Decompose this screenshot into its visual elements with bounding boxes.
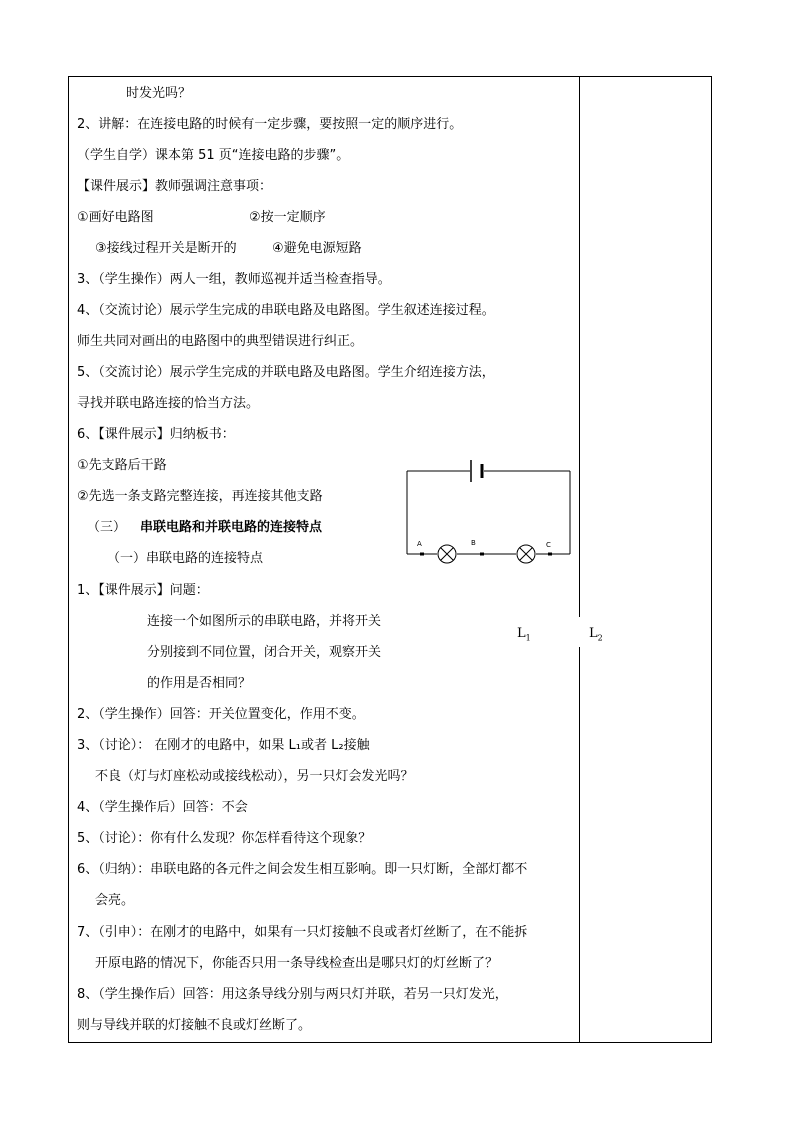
text-line: ①画好电路图 — [77, 210, 154, 225]
text-line: 6、（归纳）：串联电路的各元件之间会发生相互影响。即一只灯断，全部灯都不 — [77, 862, 528, 877]
section-heading: 串联电路和并联电路的连接特点 — [140, 520, 323, 535]
text-line: 2、（学生操作）回答：开关位置变化，作用不变。 — [77, 707, 365, 722]
text-line: ①先支路后干路 — [77, 458, 167, 473]
text-line: 2、讲解：在连接电路的时候有一定步骤，要按照一定的顺序进行。 — [77, 117, 463, 132]
border-gap — [577, 617, 583, 647]
text-line: ④避免电源短路 — [272, 241, 362, 256]
text-line: 1、【课件展示】问题： — [77, 583, 209, 598]
series-circuit-diagram — [400, 455, 580, 570]
text-line: 不良（灯与灯座松动或接线松动），另一只灯会发光吗？ — [95, 769, 414, 784]
point-a-marker — [420, 553, 424, 556]
text-line: 会亮。 — [95, 893, 135, 908]
text-line: 8、（学生操作后）回答：用这条导线分别与两只灯并联，若另一只灯发光， — [77, 987, 508, 1002]
text-line: 的作用是否相同？ — [147, 676, 252, 691]
text-line: 则与导线并联的灯接触不良或灯丝断了。 — [77, 1018, 312, 1033]
battery-symbol — [471, 460, 482, 482]
text-line: 连接一个如图所示的串联电路，并将开关 — [147, 614, 382, 629]
lamp-2-label: $L_2$ — [589, 626, 603, 643]
text-line: 5、（交流讨论）展示学生完成的并联电路及电路图。学生介绍连接方法， — [77, 365, 495, 380]
point-a-label: A — [417, 540, 422, 548]
text-line: 4、（学生操作后）回答：不会 — [77, 800, 248, 815]
lamp-2-symbol — [517, 545, 535, 563]
text-line: ②按一定顺序 — [249, 210, 326, 225]
point-b-marker — [480, 553, 484, 556]
lamp-1-label: $L_1$ — [517, 626, 531, 643]
section-number: （三） — [87, 520, 127, 535]
text-line: 开原电路的情况下，你能否只用一条导线检查出是哪只灯的灯丝断了？ — [95, 956, 499, 971]
text-line: 4、（交流讨论）展示学生完成的串联电路及电路图。学生叙述连接过程。 — [77, 303, 495, 318]
point-c-label: C — [546, 541, 551, 549]
point-c-marker — [548, 553, 552, 556]
point-b-label: B — [471, 539, 476, 547]
lamp-1-symbol — [438, 545, 456, 563]
text-line: 师生共同对画出的电路图中的典型错误进行纠正。 — [77, 334, 364, 349]
text-line: 【课件展示】教师强调注意事项： — [77, 179, 273, 194]
text-line: 3、（学生操作）两人一组，教师巡视并适当检查指导。 — [77, 272, 391, 287]
text-line: 分别接到不同位置，闭合开关，观察开关 — [147, 645, 382, 660]
text-line: ②先选一条支路完整连接，再连接其他支路 — [77, 489, 323, 504]
text-line: 6、【课件展示】归纳板书： — [77, 427, 235, 442]
text-line: （一）串联电路的连接特点 — [107, 551, 264, 566]
text-line: ③接线过程开关是断开的 — [95, 241, 237, 256]
text-line: （学生自学）课本第 51 页“连接电路的步骤”。 — [77, 148, 350, 163]
text-line: 7、（引申）：在刚才的电路中，如果有一只灯接触不良或者灯丝断了，在不能拆 — [77, 925, 528, 940]
text-line: 5、（讨论）：你有什么发现？你怎样看待这个现象？ — [77, 831, 372, 846]
text-line: 寻找并联电路连接的恰当方法。 — [77, 396, 260, 411]
text-line: 3、（讨论）： 在刚才的电路中，如果 L₁或者 L₂接触 — [77, 738, 370, 753]
text-line: 时发光吗？ — [126, 86, 192, 101]
